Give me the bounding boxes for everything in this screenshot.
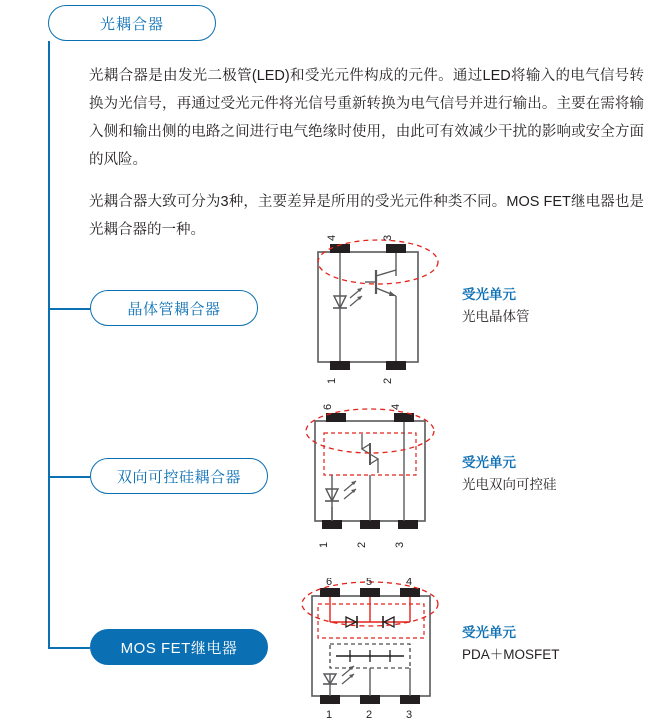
svg-text:3: 3 bbox=[382, 234, 394, 241]
annotation-mosfet bbox=[462, 622, 560, 666]
annotation-triac bbox=[462, 452, 557, 496]
annotation-sub-2: 光电双向可控硅 bbox=[462, 477, 557, 492]
category-pill-triac-coupler[interactable] bbox=[90, 458, 268, 494]
tree-trunk-line bbox=[48, 41, 50, 648]
svg-text:1: 1 bbox=[326, 377, 338, 384]
tree-branch-1 bbox=[48, 308, 90, 310]
tree-branch-3 bbox=[48, 647, 90, 649]
intro-paragraph-1: 光耦合器是由发光二极管(LED)和受光元件构成的元件。通过LED将输入的电气信号转换为光信号，再通过受光元件将光信号重新转换为电气信号并进行输出。主要在需将输入侧和输出侧的电路之间进行电气绝缘时使用，由此可有效减少干扰的影响或安全方面的风险。 bbox=[89, 68, 644, 168]
page-title-pill bbox=[48, 5, 216, 41]
category-label-triac-coupler: 双向可控硅耦合器 bbox=[116, 468, 241, 486]
svg-text:5: 5 bbox=[366, 578, 373, 588]
svg-text:2: 2 bbox=[356, 541, 368, 548]
mosfet-relay-schematic bbox=[290, 578, 455, 723]
annotation-sub-1: 光电晶体管 bbox=[462, 309, 530, 324]
page-title: 光耦合器 bbox=[99, 15, 164, 33]
tree-branch-2 bbox=[48, 476, 90, 478]
category-pill-mosfet-relay[interactable] bbox=[90, 629, 268, 665]
svg-text:2: 2 bbox=[366, 709, 373, 721]
category-pill-transistor-coupler[interactable] bbox=[90, 290, 258, 326]
svg-text:3: 3 bbox=[406, 709, 413, 721]
svg-text:2: 2 bbox=[382, 377, 394, 384]
annotation-transistor bbox=[462, 284, 530, 328]
transistor-coupler-schematic bbox=[290, 232, 455, 387]
annotation-head-3: 受光单元 bbox=[462, 625, 516, 640]
annotation-head-1: 受光单元 bbox=[462, 287, 516, 302]
svg-text:6: 6 bbox=[326, 578, 333, 588]
intro-text-block bbox=[89, 62, 644, 244]
svg-text:1: 1 bbox=[318, 541, 330, 548]
svg-text:3: 3 bbox=[394, 541, 406, 548]
svg-text:1: 1 bbox=[326, 709, 333, 721]
svg-text:4: 4 bbox=[406, 578, 413, 588]
annotation-head-2: 受光单元 bbox=[462, 455, 516, 470]
annotation-sub-3: PDA＋MOSFET bbox=[462, 647, 560, 662]
svg-text:4: 4 bbox=[390, 403, 402, 410]
svg-text:4: 4 bbox=[326, 234, 338, 241]
intro-paragraph-2: 光耦合器大致可分为3种，主要差异是所用的受光元件种类不同。MOS FET继电器也是光耦合器的一种。 bbox=[89, 194, 644, 238]
svg-text:6: 6 bbox=[322, 403, 334, 410]
category-label-mosfet-relay: MOS FET继电器 bbox=[120, 639, 238, 657]
category-label-transistor-coupler: 晶体管耦合器 bbox=[127, 300, 221, 318]
triac-coupler-schematic bbox=[290, 403, 455, 551]
